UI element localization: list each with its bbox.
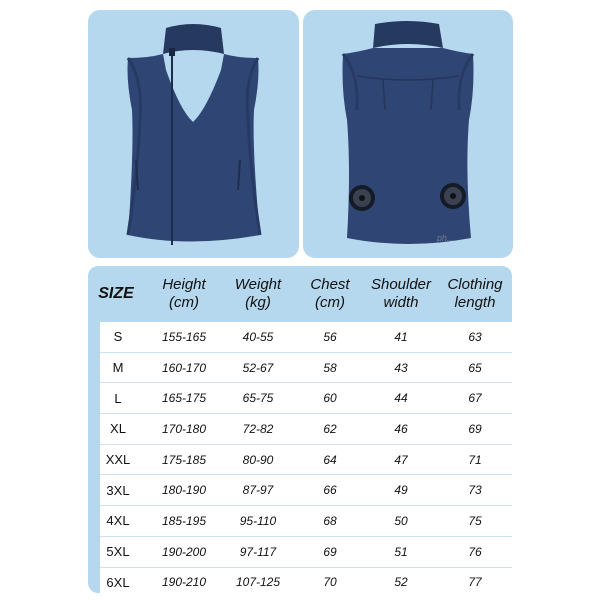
length-cell: 65 [468,360,482,375]
height-cell: 175-185 [161,452,207,467]
weight-cell: 107-125 [235,575,281,590]
fan-icon [349,185,375,211]
height-cell: 190-210 [161,575,207,590]
watermark-text: ph... [437,233,455,243]
size-cell: S [113,329,123,345]
weight-cell: 95-110 [239,513,277,528]
weight-cell: 97-117 [239,544,277,559]
chest-cell: 66 [323,483,337,498]
length-cell: 77 [468,575,482,590]
vest-back-image [303,10,513,258]
shoulder-cell: 47 [394,452,408,467]
shoulder-cell: 52 [394,575,408,590]
size-chart-table [88,266,512,593]
table-row [100,352,512,383]
size-cell: 6XL [106,574,130,590]
length-cell: 69 [468,421,482,436]
vest-front-image [88,10,299,258]
shoulder-cell: 44 [394,391,408,406]
height-cell: 185-195 [161,513,207,528]
header-clothing-length: Clothing length [447,276,503,311]
vest-front-image-panel [88,10,299,258]
weight-cell: 65-75 [242,391,274,406]
height-cell: 180-190 [161,483,207,498]
table-row [100,413,512,444]
shoulder-cell: 43 [394,360,408,375]
height-cell: 165-175 [161,391,207,406]
weight-cell: 87-97 [242,483,274,498]
size-cell: 5XL [106,544,130,560]
length-cell: 75 [468,513,482,528]
shoulder-cell: 50 [394,513,408,528]
weight-cell: 52-67 [242,360,274,375]
table-row [100,444,512,475]
chest-cell: 60 [323,391,337,406]
table-row [100,505,512,536]
height-cell: 155-165 [161,329,207,344]
length-cell: 63 [468,329,482,344]
table-row [100,567,512,598]
size-cell: 4XL [106,513,130,529]
header-chest: Chest (cm) [310,276,350,311]
length-cell: 73 [468,483,482,498]
shoulder-cell: 49 [394,483,408,498]
length-cell: 71 [468,452,482,467]
header-height: Height (cm) [162,276,206,311]
chest-cell: 64 [323,452,337,467]
fan-icon [440,183,466,209]
size-cell: L [114,390,122,406]
shoulder-cell: 41 [394,329,408,344]
weight-cell: 72-82 [242,421,274,436]
chest-cell: 56 [323,329,337,344]
height-cell: 190-200 [161,544,207,559]
size-cell: XXL [105,452,131,468]
chest-cell: 58 [323,360,337,375]
weight-cell: 40-55 [242,329,274,344]
weight-cell: 80-90 [242,452,274,467]
chest-cell: 69 [323,544,337,559]
size-cell: M [112,360,124,376]
height-cell: 160-170 [161,360,207,375]
table-row [100,322,512,352]
vest-back-image-panel [303,10,513,258]
shoulder-cell: 46 [394,421,408,436]
length-cell: 76 [468,544,482,559]
header-size: SIZE [98,285,134,302]
chest-cell: 62 [323,421,337,436]
header-weight: Weight (kg) [234,276,282,311]
table-row [100,474,512,505]
size-cell: 3XL [106,482,130,498]
chest-cell: 68 [323,513,337,528]
table-row [100,536,512,567]
size-cell: XL [110,421,126,437]
header-shoulder-width: Shoulder width [370,276,432,311]
length-cell: 67 [468,391,482,406]
size-rows [100,322,512,597]
chest-cell: 70 [323,575,337,590]
height-cell: 170-180 [161,421,207,436]
shoulder-cell: 51 [394,544,408,559]
table-row [100,382,512,413]
